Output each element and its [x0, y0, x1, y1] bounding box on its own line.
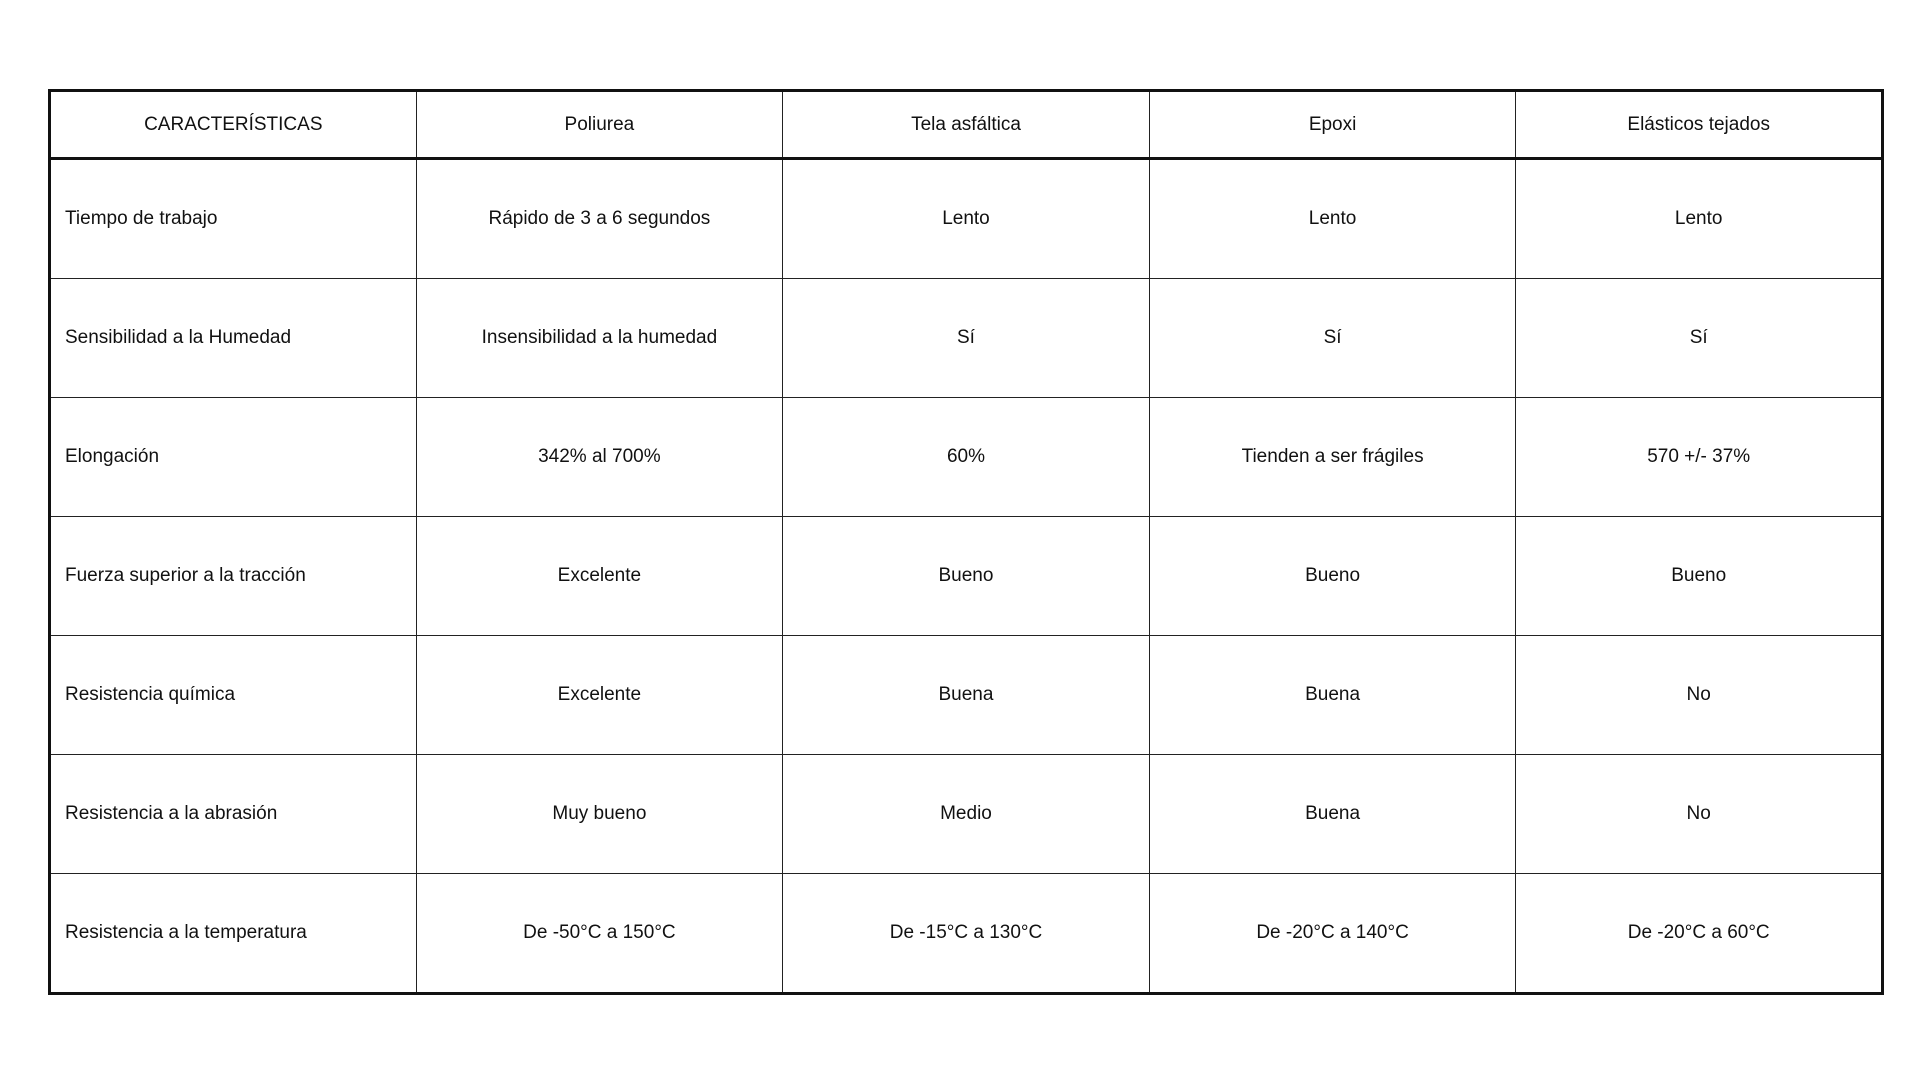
table-cell: Lento — [1149, 159, 1516, 279]
header-characteristics: CARACTERÍSTICAS — [50, 91, 417, 159]
table-cell: Muy bueno — [416, 755, 783, 874]
table-cell: No — [1516, 636, 1883, 755]
table-cell: Excelente — [416, 517, 783, 636]
table-cell: Lento — [1516, 159, 1883, 279]
table-cell: Buena — [783, 636, 1150, 755]
table-header — [50, 91, 1883, 159]
table-cell: Medio — [783, 755, 1150, 874]
table-row — [50, 517, 1883, 636]
table-row — [50, 159, 1883, 279]
table-cell: Sí — [1149, 279, 1516, 398]
table-cell: Bueno — [1516, 517, 1883, 636]
table-cell: Bueno — [1149, 517, 1516, 636]
row-label: Sensibilidad a la Humedad — [50, 279, 417, 398]
row-label: Resistencia a la abrasión — [50, 755, 417, 874]
table-row — [50, 755, 1883, 874]
table-cell: Rápido de 3 a 6 segundos — [416, 159, 783, 279]
table-row — [50, 636, 1883, 755]
table-row — [50, 874, 1883, 994]
header-row — [50, 91, 1883, 159]
table-row — [50, 398, 1883, 517]
table-cell: No — [1516, 755, 1883, 874]
table-cell: Sí — [1516, 279, 1883, 398]
table-body — [50, 159, 1883, 994]
row-label: Elongación — [50, 398, 417, 517]
table-cell: 342% al 700% — [416, 398, 783, 517]
table-cell: 570 +/- 37% — [1516, 398, 1883, 517]
table-cell: Buena — [1149, 636, 1516, 755]
table-cell: 60% — [783, 398, 1150, 517]
table-cell: De -20°C a 140°C — [1149, 874, 1516, 994]
row-label: Tiempo de trabajo — [50, 159, 417, 279]
header-tela-asfaltica: Tela asfáltica — [783, 91, 1150, 159]
header-epoxi: Epoxi — [1149, 91, 1516, 159]
table-cell: Bueno — [783, 517, 1150, 636]
table-cell: Sí — [783, 279, 1150, 398]
row-label: Fuerza superior a la tracción — [50, 517, 417, 636]
table-cell: De -50°C a 150°C — [416, 874, 783, 994]
table-cell: Tienden a ser frágiles — [1149, 398, 1516, 517]
table-cell: Buena — [1149, 755, 1516, 874]
row-label: Resistencia química — [50, 636, 417, 755]
table-cell: Excelente — [416, 636, 783, 755]
table-cell: Lento — [783, 159, 1150, 279]
comparison-table — [48, 89, 1884, 995]
table-row — [50, 279, 1883, 398]
table-cell: De -15°C a 130°C — [783, 874, 1150, 994]
table-cell: Insensibilidad a la humedad — [416, 279, 783, 398]
header-poliurea: Poliurea — [416, 91, 783, 159]
table-cell: De -20°C a 60°C — [1516, 874, 1883, 994]
header-elasticos-tejados: Elásticos tejados — [1516, 91, 1883, 159]
row-label: Resistencia a la temperatura — [50, 874, 417, 994]
